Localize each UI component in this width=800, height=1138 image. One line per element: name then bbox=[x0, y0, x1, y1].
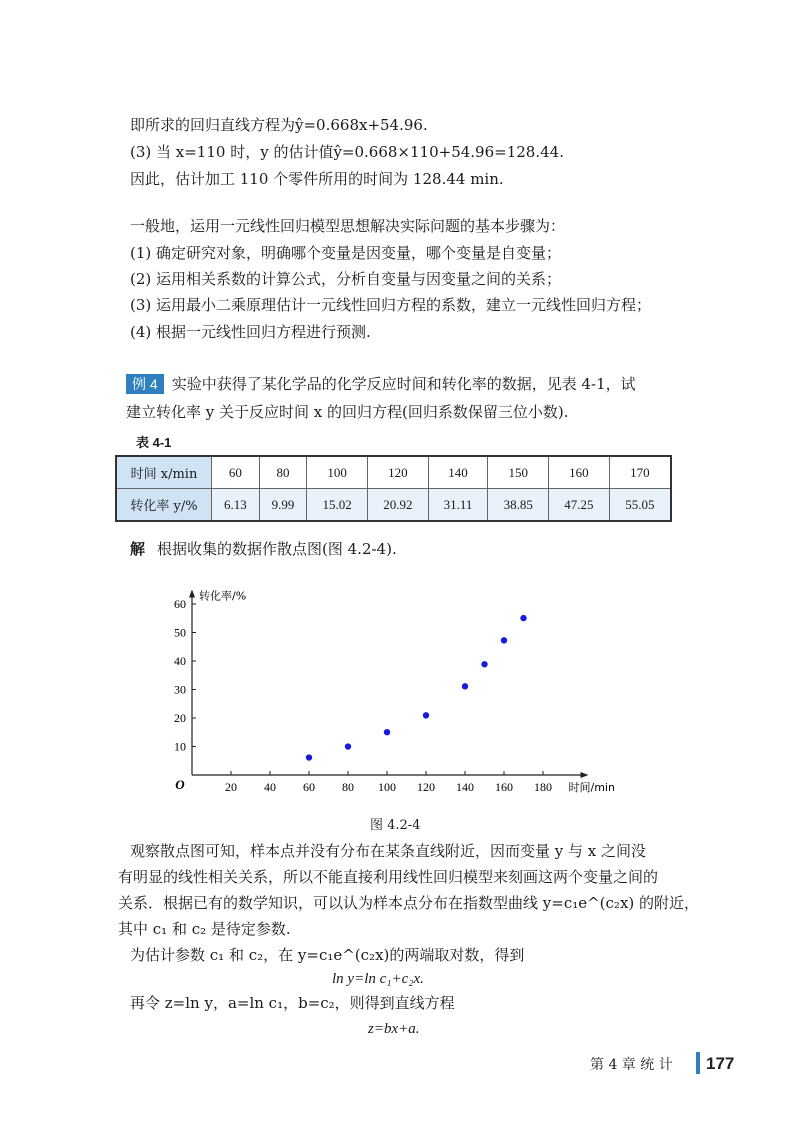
x-tick-label: 120 bbox=[417, 780, 435, 794]
x-tick-label: 20 bbox=[225, 780, 237, 794]
x-axis-arrow bbox=[581, 772, 589, 778]
x-tick-label: 140 bbox=[456, 780, 474, 794]
y-tick-label: 10 bbox=[174, 739, 186, 754]
equation-1: ln y=ln c₁+c₂x. bbox=[332, 971, 424, 987]
data-point bbox=[423, 712, 429, 718]
example-text-1: 实验中获得了某化学品的化学反应时间和转化率的数据，见表 4-1，试 bbox=[171, 375, 636, 393]
data-point bbox=[520, 615, 526, 621]
table-cell: 150 bbox=[488, 456, 549, 489]
page-number: 177 bbox=[706, 1054, 735, 1073]
text-line-4: 一般地，运用一元线性回归模型思想解决实际问题的基本步骤为： bbox=[130, 217, 566, 235]
scatter-chart bbox=[165, 590, 625, 800]
text-line-3: 因此，估计加工 110 个零件所用的时间为 128.44 min. bbox=[130, 170, 504, 188]
solution-label: 解 bbox=[130, 541, 146, 558]
footer-accent-bar bbox=[696, 1052, 700, 1074]
text-line-12: 观察散点图可知，样本点并没有分布在某条直线附近，因而变量 y 与 x 之间没 bbox=[130, 842, 647, 860]
x-tick-label: 180 bbox=[534, 780, 552, 794]
example-line-2: 建立转化率 y 关于反应时间 x 的回归方程(回归系数保留三位小数). bbox=[126, 403, 569, 421]
step-4: (4) 根据一元线性回归方程进行预测. bbox=[130, 323, 371, 341]
x-tick-label: 160 bbox=[495, 780, 513, 794]
table-cell: 100 bbox=[307, 456, 368, 489]
data-table bbox=[115, 455, 672, 522]
x-tick-label: 100 bbox=[378, 780, 396, 794]
equation-2: z=bx+a. bbox=[368, 1021, 420, 1037]
table-cell: 170 bbox=[609, 456, 671, 489]
solution-line bbox=[130, 538, 397, 561]
y-axis-label: 转化率/% bbox=[199, 590, 247, 603]
text-line-1: 即所求的回归直线方程为ŷ=0.668x+54.96. bbox=[130, 116, 428, 134]
table-cell: 31.11 bbox=[428, 489, 488, 522]
table-cell: 6.13 bbox=[212, 489, 260, 522]
x-tick-label: 80 bbox=[342, 780, 354, 794]
y-tick-label: 40 bbox=[174, 654, 186, 668]
x-tick-label: 60 bbox=[303, 780, 315, 794]
data-point bbox=[345, 743, 351, 749]
table-cell: 55.05 bbox=[609, 489, 671, 522]
table-cell: 38.85 bbox=[488, 489, 549, 522]
table-cell: 20.92 bbox=[367, 489, 428, 522]
figure-caption: 图 4.2-4 bbox=[370, 818, 421, 833]
data-point bbox=[481, 661, 487, 667]
table-cell: 15.02 bbox=[307, 489, 368, 522]
y-tick-label: 20 bbox=[174, 711, 186, 725]
table-row-time bbox=[116, 456, 671, 489]
data-point bbox=[384, 729, 390, 735]
text-line-14: 关系．根据已有的数学知识，可以认为样本点分布在指数型曲线 y=c₁e^(c₂x) 的附近， bbox=[118, 894, 700, 912]
table-cell: 9.99 bbox=[259, 489, 307, 522]
origin-label: O bbox=[175, 777, 185, 792]
table-row-header: 时间 x/min bbox=[116, 456, 212, 489]
data-point bbox=[462, 683, 468, 689]
table-caption: 表 4-1 bbox=[136, 435, 172, 450]
example-label: 例 4 bbox=[126, 374, 164, 394]
table-cell: 60 bbox=[212, 456, 260, 489]
text-line-2: (3) 当 x=110 时，y 的估计值ŷ=0.668×110+54.96=128.44. bbox=[130, 143, 564, 161]
data-point bbox=[306, 754, 312, 760]
x-tick-label: 40 bbox=[264, 780, 276, 794]
table-cell: 140 bbox=[428, 456, 488, 489]
text-line-15: 其中 c₁ 和 c₂ 是待定参数. bbox=[118, 920, 291, 938]
step-3: (3) 运用最小二乘原理估计一元线性回归方程的系数，建立一元线性回归方程； bbox=[130, 296, 652, 314]
text-line-16: 为估计参数 c₁ 和 c₂，在 y=c₁e^(c₂x)的两端取对数，得到 bbox=[130, 946, 525, 964]
data-point bbox=[501, 637, 507, 643]
step-1: (1) 确定研究对象，明确哪个变量是因变量，哪个变量是自变量； bbox=[130, 244, 562, 262]
table-cell: 47.25 bbox=[549, 489, 610, 522]
text-line-13: 有明显的线性相关关系，所以不能直接利用线性回归模型来刻画这两个变量之间的 bbox=[118, 868, 659, 886]
y-tick-label: 60 bbox=[174, 597, 186, 611]
table-cell: 120 bbox=[367, 456, 428, 489]
step-2: (2) 运用相关系数的计算公式，分析自变量与因变量之间的关系； bbox=[130, 270, 562, 288]
y-tick-label: 50 bbox=[174, 625, 186, 640]
table-cell: 80 bbox=[259, 456, 307, 489]
example-line-1 bbox=[126, 373, 636, 395]
x-axis-label: 时间/min bbox=[568, 781, 615, 794]
chapter-label: 第 4 章 统 计 bbox=[590, 1057, 673, 1073]
table-row-rate bbox=[116, 489, 671, 522]
solution-text: 根据收集的数据作散点图(图 4.2-4). bbox=[157, 540, 397, 558]
y-axis-arrow bbox=[189, 590, 195, 597]
y-tick-label: 30 bbox=[174, 682, 186, 697]
table-cell: 160 bbox=[549, 456, 610, 489]
text-line-17: 再令 z=ln y，a=ln c₁，b=c₂，则得到直线方程 bbox=[130, 994, 455, 1012]
table-row-header: 转化率 y/% bbox=[116, 489, 212, 522]
